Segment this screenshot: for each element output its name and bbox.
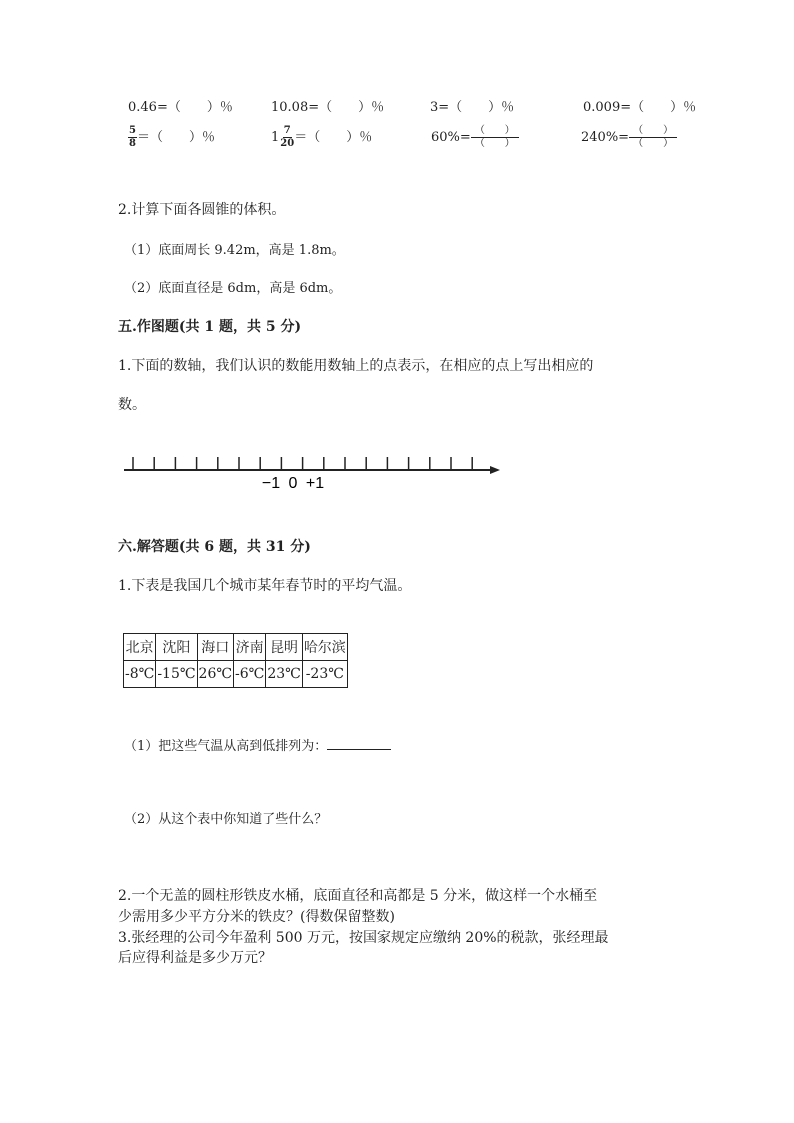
conversion-2: 10.08=（ ）％ bbox=[271, 100, 385, 115]
conversion-1: 0.46=（ ）％ bbox=[128, 100, 233, 115]
conversion-6: 1 $\frac{7}{20}$ ＝（ ）％ bbox=[271, 125, 373, 149]
city-row bbox=[124, 634, 348, 661]
section6-q2-line1: 2.一个无盖的圆柱形铁皮水桶，底面直径和高都是 5 分米，做这样一个水桶至 bbox=[118, 888, 598, 904]
temp-cell: 23℃ bbox=[266, 661, 302, 688]
conversion-8: 240%= $\frac{( )}{( )}$ bbox=[581, 126, 677, 149]
temp-cell: -8℃ bbox=[124, 661, 156, 688]
blank-fraction: $\frac{( )}{( )}$ bbox=[471, 126, 519, 149]
section6-q3-line2: 后应得利益是多少万元？ bbox=[118, 950, 272, 966]
temp-row bbox=[124, 661, 348, 688]
city-cell: 济南 bbox=[234, 634, 266, 661]
section6-q1-title: 1.下表是我国几个城市某年春节时的平均气温。 bbox=[118, 578, 412, 594]
city-cell: 昆明 bbox=[266, 634, 302, 661]
section6-q1-sub2: （2）从这个表中你知道了些什么？ bbox=[124, 812, 328, 827]
label-plus-one: +1 bbox=[305, 475, 325, 492]
city-cell: 北京 bbox=[124, 634, 156, 661]
number-line-ticks bbox=[133, 457, 472, 470]
section6-q1-sub1: （1）把这些气温从高到低排列为： bbox=[124, 735, 391, 754]
section6-heading: 六.解答题(共 6 题，共 31 分) bbox=[118, 539, 311, 555]
section5-heading: 五.作图题(共 1 题，共 5 分) bbox=[118, 319, 302, 335]
section6-q3-line1: 3.张经理的公司今年盈利 500 万元，按国家规定应缴纳 20%的税款，张经理最 bbox=[118, 930, 609, 946]
conversion-4: 0.009=（ ）％ bbox=[583, 100, 697, 115]
section6-q2-line2: 少需用多少平方分米的铁皮？(得数保留整数) bbox=[118, 909, 395, 925]
city-cell: 沈阳 bbox=[156, 634, 197, 661]
number-line bbox=[118, 450, 508, 495]
q2-title: 2.计算下面各圆锥的体积。 bbox=[118, 202, 286, 218]
q2-item-1: （1）底面周长 9.42m，高是 1.8m。 bbox=[124, 243, 345, 258]
temp-cell: -15℃ bbox=[156, 661, 197, 688]
city-cell: 哈尔滨 bbox=[302, 634, 347, 661]
temperature-table bbox=[123, 633, 348, 688]
section5-q1-line2: 数。 bbox=[118, 397, 146, 413]
conversion-5: $\frac{5}{8}$ ＝（ ）％ bbox=[129, 125, 215, 149]
temp-cell: -23℃ bbox=[302, 661, 347, 688]
conversion-3: 3=（ ）％ bbox=[430, 100, 515, 115]
conversion-7: 60%= $\frac{( )}{( )}$ bbox=[431, 126, 519, 149]
temp-cell: -6℃ bbox=[234, 661, 266, 688]
section5-q1-line1: 1.下面的数轴，我们认识的数能用数轴上的点表示，在相应的点上写出相应的 bbox=[118, 358, 594, 374]
label-zero: 0 bbox=[288, 475, 298, 492]
temp-cell: 26℃ bbox=[197, 661, 233, 688]
fraction: $\frac{5}{8}$ bbox=[129, 125, 136, 149]
answer-blank[interactable] bbox=[327, 737, 391, 750]
q2-item-2: （2）底面直径是 6dm，高是 6dm。 bbox=[124, 281, 342, 296]
fraction: $\frac{7}{20}$ bbox=[280, 125, 295, 149]
arrow-right-icon bbox=[490, 466, 500, 474]
label-minus-one: −1 bbox=[261, 475, 281, 492]
city-cell: 海口 bbox=[197, 634, 233, 661]
blank-fraction: $\frac{( )}{( )}$ bbox=[629, 126, 677, 149]
